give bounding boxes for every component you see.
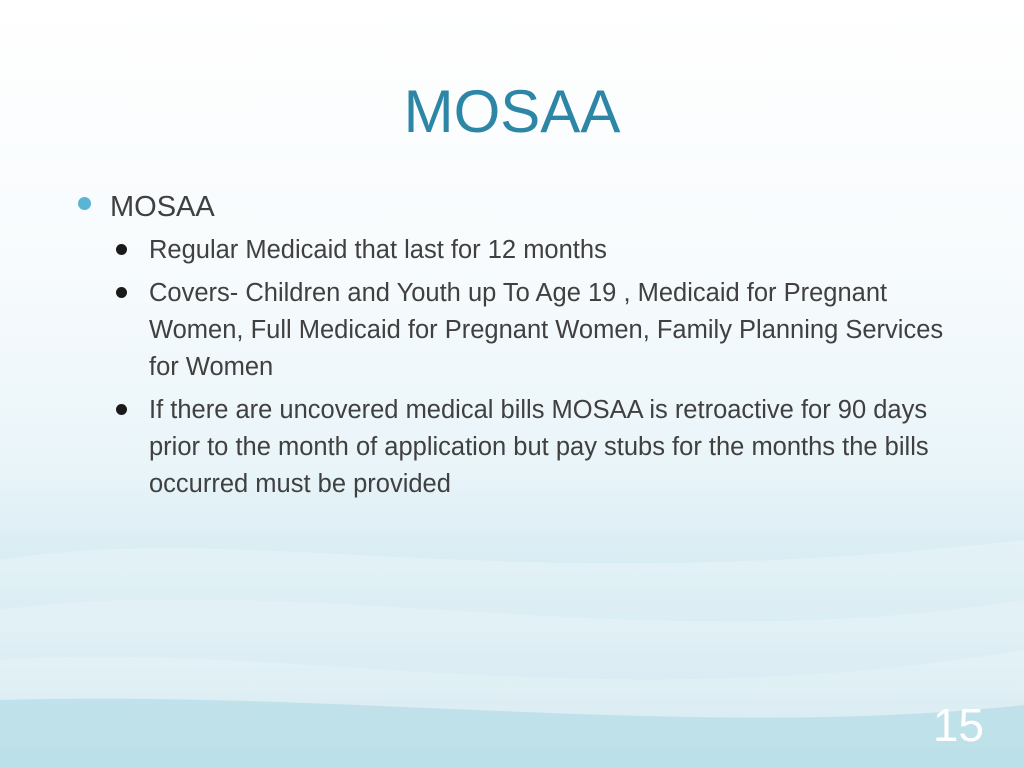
bullet-dot-icon (116, 287, 127, 298)
bullet-text: MOSAA (110, 191, 215, 223)
bullet-level1 (74, 190, 974, 224)
sub-bullet (114, 275, 969, 386)
slide-title: MOSAA (403, 78, 621, 145)
sub-bullet-text: Regular Medicaid that last for 12 months (149, 236, 607, 264)
bullet-dot-icon (116, 244, 127, 255)
sub-bullet-text: If there are uncovered medical bills MOSAA is retroactive for 90 days prior to the month of application but pay stubs for the months the bills occurred must be provided (149, 396, 929, 498)
bullet-dot-icon (116, 404, 127, 415)
sub-bullet (114, 392, 969, 503)
sub-bullet (114, 232, 969, 269)
sub-bullet-text: Covers- Children and Youth up To Age 19 , Medicaid for Pregnant Women, Full Medicaid for Pregnant Women, Family Planning Services for Women (149, 279, 944, 381)
slide-content (74, 190, 974, 509)
page-number: 15 (932, 699, 984, 751)
bullet-dot-icon (78, 197, 91, 210)
